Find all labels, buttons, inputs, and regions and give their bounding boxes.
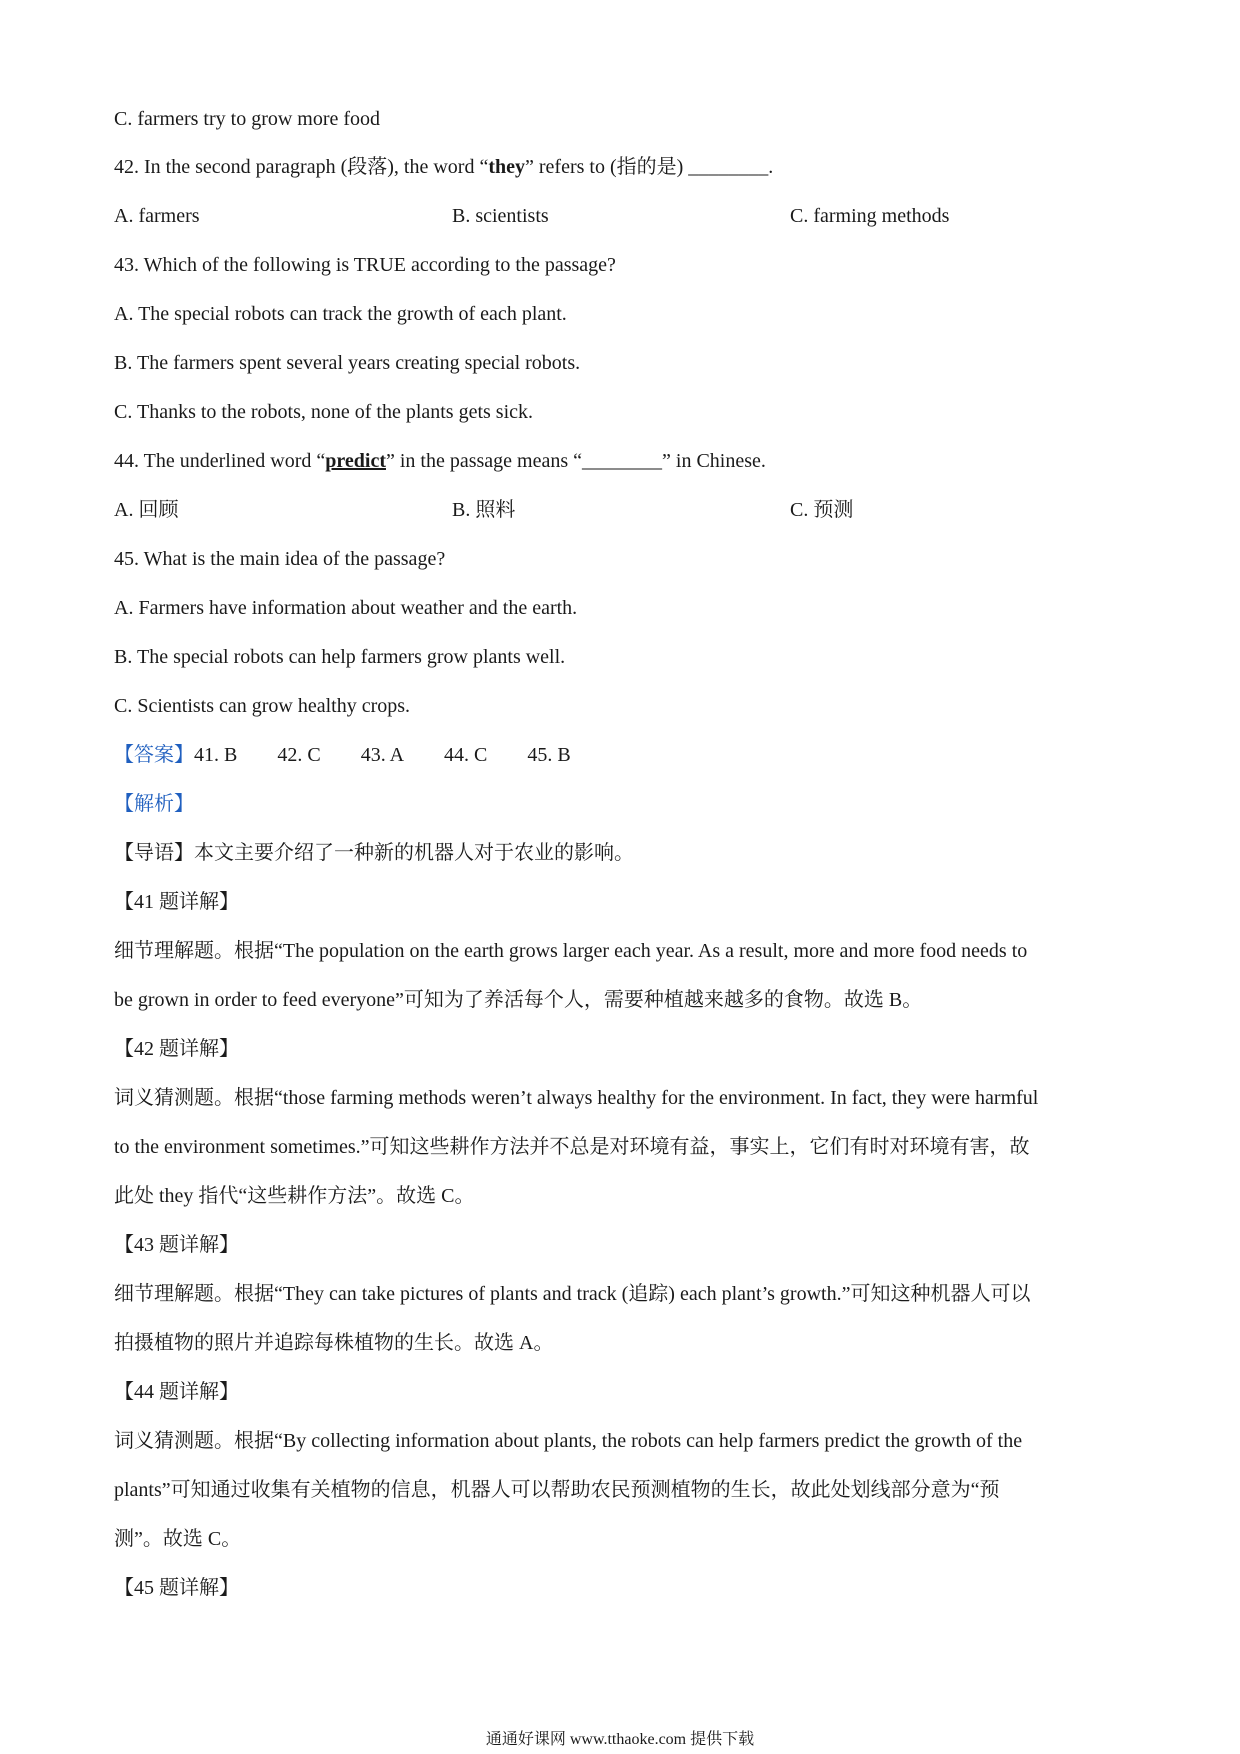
detail41-line-2: be grown in order to feed everyone”可知为了养活每个人，需要种植越来越多的食物。故选 B。 [114,989,923,1011]
q44-option-b: B. 照料 [452,499,516,521]
intro: 【导语】本文主要介绍了一种新的机器人对于农业的影响。 [114,842,634,864]
q43-option-c: C. Thanks to the robots, none of the plants gets sick. [114,401,534,423]
q42-stem [114,154,773,180]
detail41-line-1: 细节理解题。根据“The population on the earth grows larger each year. As a result, more and more food needs to [114,940,1028,962]
q42-option-c: C. farming methods [790,205,950,227]
answer-45: 45. B [527,744,571,766]
answer-42: 42. C [277,744,321,766]
q44-stem-pre: 44. The underlined word “ [114,450,326,472]
detail44-line-2: plants”可知通过收集有关植物的信息，机器人可以帮助农民预测植物的生长，故此处划线部分意为“预 [114,1479,1000,1501]
q43-option-a: A. The special robots can track the growth of each plant. [114,303,567,325]
q45-stem: 45. What is the main idea of the passage? [114,548,446,570]
q45-option-b: B. The special robots can help farmers grow plants well. [114,646,566,668]
answer-41: 41. B [194,744,238,766]
q44-option-c: C. 预测 [790,499,854,521]
analysis-label: 【解析】 [114,793,194,815]
q43-option-b: B. The farmers spent several years creating special robots. [114,352,581,374]
detail44-heading: 【44 题详解】 [114,1381,239,1403]
detail45-heading: 【45 题详解】 [114,1577,239,1599]
q44-option-a: A. 回顾 [114,499,179,521]
q43-stem: 43. Which of the following is TRUE according to the passage? [114,254,616,276]
answer-44: 44. C [444,744,488,766]
q44-keyword: predict [325,450,386,472]
detail42-line-3: 此处 they 指代“这些耕作方法”。故选 C。 [114,1185,475,1207]
detail42-line-1: 词义猜测题。根据“those farming methods weren’t always healthy for the environment. In fact, they were harmful [114,1087,1039,1109]
detail42-heading: 【42 题详解】 [114,1038,239,1060]
q45-option-c: C. Scientists can grow healthy crops. [114,695,411,717]
q45-option-a: A. Farmers have information about weather and the earth. [114,597,578,619]
answer-line [114,742,611,768]
q44-stem-post: ” in the passage means “________” in Chinese. [385,450,766,472]
q44-stem [114,448,766,474]
answer-label: 【答案】 [114,744,194,766]
q42-stem-pre: 42. In the second paragraph (段落), the word “ [114,156,489,178]
detail42-line-2: to the environment sometimes.”可知这些耕作方法并不总是对环境有益，事实上，它们有时对环境有害，故 [114,1136,1030,1158]
detail43-line-1: 细节理解题。根据“They can take pictures of plants and track (追踪) each plant’s growth.”可知这种机器人可以 [114,1283,1031,1305]
q41-option-c: C. farmers try to grow more food [114,108,381,130]
q42-keyword: they [488,156,525,178]
detail41-heading: 【41 题详解】 [114,891,239,913]
q42-option-b: B. scientists [452,205,549,227]
q42-option-a: A. farmers [114,205,200,227]
detail44-line-3: 测”。故选 C。 [114,1528,242,1550]
q42-stem-post: ” refers to (指的是) ________. [525,156,774,178]
detail43-heading: 【43 题详解】 [114,1234,239,1256]
answer-43: 43. A [360,744,405,766]
detail44-line-1: 词义猜测题。根据“By collecting information about plants, the robots can help farmers predict the growth of the [114,1430,1023,1452]
page-footer: 通通好课网 www.tthaoke.com 提供下载 [485,1731,755,1748]
detail43-line-2: 拍摄植物的照片并追踪每株植物的生长。故选 A。 [114,1332,554,1354]
